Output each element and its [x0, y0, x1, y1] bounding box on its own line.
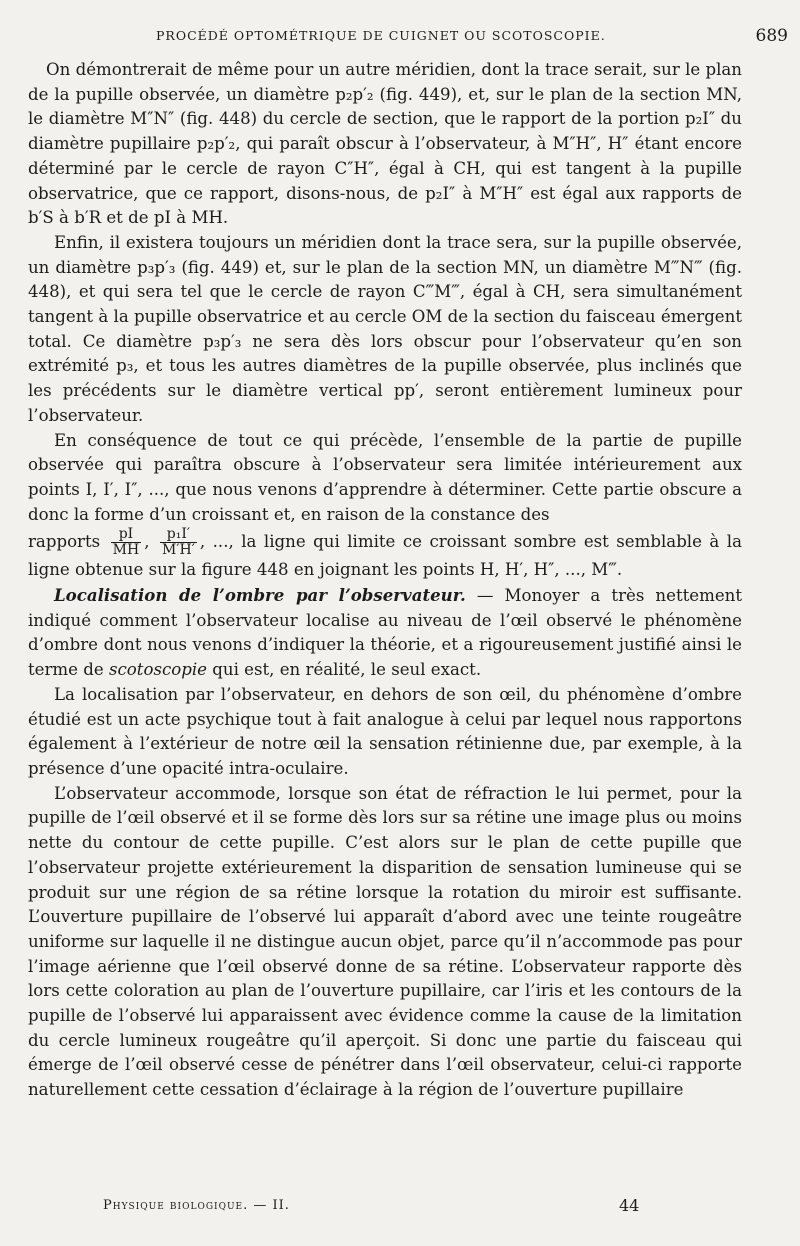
- ratios-lead: rapports: [28, 532, 101, 552]
- page-footer: [103, 1196, 742, 1220]
- fraction-denominator: M′H′: [161, 542, 195, 559]
- fraction-pi-mh: [111, 527, 142, 558]
- paragraph-accommode: L’observateur accommode, lorsque son état de réfraction le lui permet, pour la pupille de l’œil observé et il se forme dès lors sur sa rétine une image plus ou moins nette du contour de cette pupille. C’est alors sur le plan de cette pupille que l’observateur projette extérieurement la disparition de sensation lumineuse qui se produit sur une région de sa rétine lorsque la rotation du miroir est suffisante. L’ouverture pupillaire de l’observé lui apparaît d’abord avec une teinte rougeâtre uniforme sur laquelle il ne distingue aucun objet, parce qu’il n’accommode pas pour l’image aérienne que l’œil observé donne de sa rétine. L’observateur rapporte dès lors cette coloration au plan de l’ouverture pupillaire, car l’iris et les contours de la pupille de l’observé lui apparaissent avec évidence comme la cause de la limitation du cercle lumineux rougeâtre qu’il aperçoit. Si donc une partie du faisceau qui émerge de l’œil observé cesse de pénétrer dans l’œil observateur, celui-ci rapporte naturellement cette cessation d’éclairage à la région de l’ouverture pupillaire: [28, 783, 742, 1100]
- fraction-denominator: MH: [112, 542, 140, 559]
- paragraph-localisation: [28, 583, 742, 683]
- signature-number: 44: [619, 1196, 640, 1215]
- paragraph-consequence: [28, 429, 742, 528]
- heading-dash: —: [465, 586, 505, 606]
- body-text: [28, 58, 742, 1103]
- localisation-tail: qui est, en réalité, le seul exact.: [212, 660, 482, 680]
- localisation-text: Monoyer a très nettement indiqué comment l’observateur localise au niveau de l’œil observé le phénomène d’ombre dont nous venons d’indiquer la théorie, et a rigoureusement justifié ainsi le terme de: [28, 586, 743, 680]
- section-heading: Localisation de l’ombre par l’observateur.: [54, 585, 466, 606]
- book-title: Physique biologique. — II.: [103, 1198, 290, 1213]
- scotoscopie-term: scotoscopie: [108, 660, 207, 680]
- ratios-tail: ..., la ligne qui limite ce croissant sombre est semblable à la ligne obtenue sur la figure 448 en joignant les points H, H′, H″, ..., M‴.: [28, 532, 742, 580]
- running-title: PROCÉDÉ OPTOMÉTRIQUE DE CUIGNET OU SCOTOSCOPIE.: [156, 28, 606, 43]
- running-head: [28, 26, 788, 54]
- fraction-p1i-mh: [160, 527, 197, 558]
- fraction-numerator: p₁I′: [160, 527, 197, 543]
- paragraph-meridian: On démontrerait de même pour un autre méridien, dont la trace serait, sur le plan de la pupille observée, un diamètre p₂p′₂ (fig. 449), et, sur le plan de la section MN, le diamètre M″N″ (fig. 448) du cercle de section, que le rapport de la portion p₂I″ du diamètre pupillaire p₂p′₂, qui paraît obscur à l’observateur, à M″H″, H″ étant encore déterminé par le cercle de rayon C″H″, égal à CH, qui est tangent à la pupille observatrice, que ce rapport, disons-nous, de p₂I″ à M″H″ est égal aux rapports de b′S à b′R et de pI à MH.: [28, 60, 742, 228]
- paragraph-ratios: rapports $\frac{pI}{MH}$ , $\frac{\text{p₁I′}}{M'H'}$ , ..., la ligne qui limite ce croissant sombre est semblable à la ligne obtenue sur la figure 448 en joignant les points H, H′, H″, ..., M‴.: [28, 526, 742, 580]
- consequence-text-end: obscure a donc la forme d’un croissant et, en raison de la constance des: [28, 479, 742, 524]
- fraction-numerator: pI: [111, 527, 142, 543]
- page-number: 689: [755, 26, 788, 46]
- paragraph-enfin: Enfin, il existera toujours un méridien dont la trace sera, sur la pupille observée, un diamètre p₃p′₃ (fig. 449) et, sur le plan de la section MN, un diamètre M‴N‴ (fig. 448), et qui sera tel que le cercle de rayon C‴M‴, égal à CH, sera simultanément tangent à la pupille observatrice et au cercle OM de la section du faisceau émergent total. Ce diamètre p₃p′₃ ne sera dès lors obscur pour l’observateur qu’en son extrémité p₃, et tous les autres diamètres de la pupille observée, plus inclinés que les précédents sur le diamètre vertical pp′, seront entièrement lumineux pour l’observateur.: [28, 232, 742, 425]
- consequence-text: En conséquence de tout ce qui précède, l’ensemble de la partie de pupille observée qui paraîtra obscure à l’observateur sera limitée intérieurement aux points I, I′, I″, ..., que nous venons d’apprendre à déterminer. Cette partie: [28, 430, 742, 499]
- paragraph-psychique: La localisation par l’observateur, en dehors de son œil, du phénomène d’ombre étudié est un acte psychique tout à fait analogue à celui par lequel nous rapportons également à l’extérieur de notre œil la sensation rétinienne due, par exemple, à la présence d’une opacité intra-oculaire.: [28, 684, 742, 778]
